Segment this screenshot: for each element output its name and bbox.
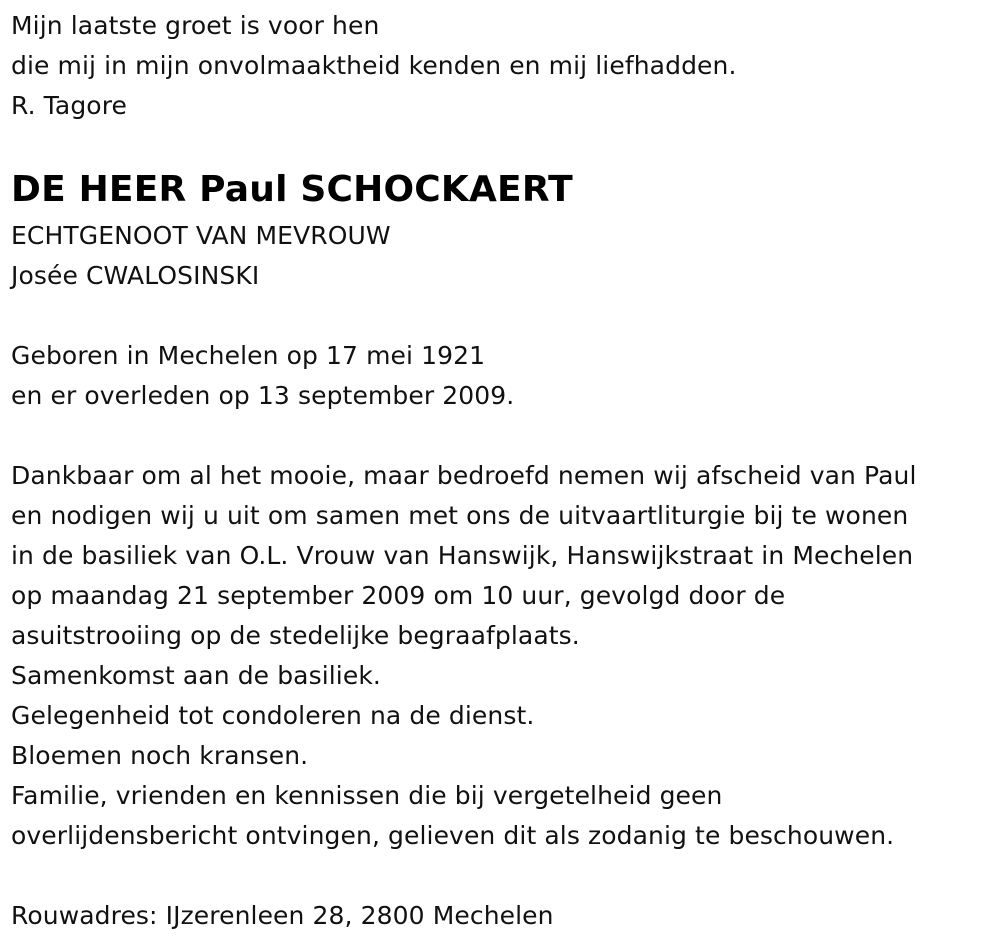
spacer [11,856,991,896]
body-line: overlijdensbericht ontvingen, gelieven dit als zodanig te beschouwen. [11,821,895,850]
body-line: Bloemen noch kransen. [11,741,309,770]
body-line: en nodigen wij u uit om samen met ons de uitvaartliturgie bij te wonen [11,501,909,530]
quote-block [11,6,991,126]
death-line: en er overleden op 13 september 2009. [11,381,515,410]
body-line: Samenkomst aan de basiliek. [11,661,381,690]
spouse-name: Josée CWALOSINSKI [11,261,260,290]
body-line: Dankbaar om al het mooie, maar bedroefd nemen wij afscheid van Paul [11,461,917,490]
announcement-body [11,456,991,856]
quote-line: die mij in mijn onvolmaaktheid kenden en mij liefhadden. [11,51,737,80]
body-line: Gelegenheid tot condoleren na de dienst. [11,701,535,730]
deceased-block [11,168,991,296]
mourning-address: Rouwadres: IJzerenleen 28, 2800 Mechelen [11,901,554,930]
spacer [11,416,991,456]
death-notice [11,6,991,936]
deceased-name: DE HEER Paul SCHOCKAERT [11,169,573,210]
dates-block [11,336,991,416]
birth-line: Geboren in Mechelen op 17 mei 1921 [11,341,486,370]
spacer [11,296,991,336]
spouse-title: ECHTGENOOT VAN MEVROUW [11,221,391,250]
body-line: Familie, vrienden en kennissen die bij vergetelheid geen [11,781,723,810]
body-line: op maandag 21 september 2009 om 10 uur, gevolgd door de [11,581,786,610]
quote-author: R. Tagore [11,91,128,120]
body-line: asuitstrooiing op de stedelijke begraafplaats. [11,621,580,650]
quote-line: Mijn laatste groet is voor hen [11,11,380,40]
body-line: in de basiliek van O.L. Vrouw van Hanswijk, Hanswijkstraat in Mechelen [11,541,914,570]
